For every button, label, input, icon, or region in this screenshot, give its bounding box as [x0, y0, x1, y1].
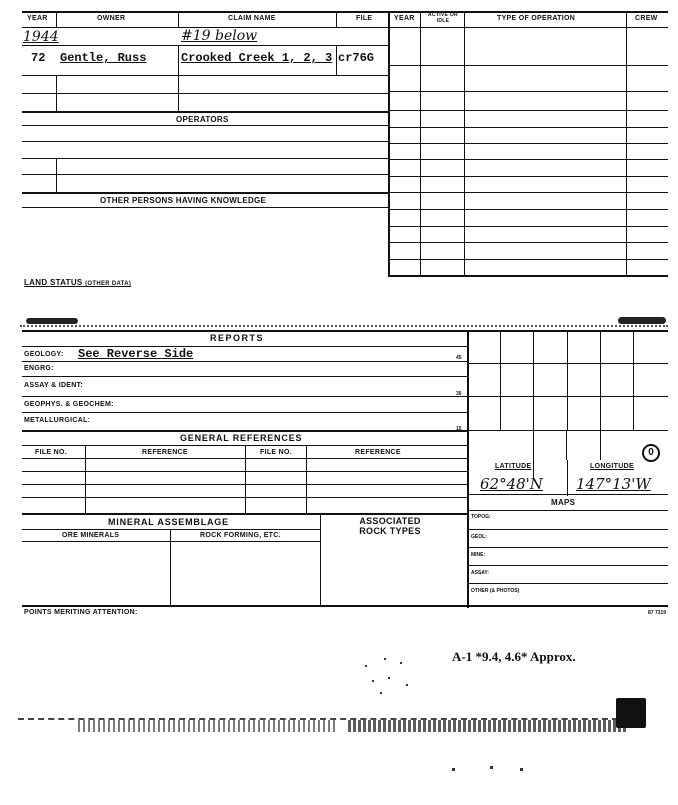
associated-rock-types: ASSOCIATED ROCK TYPES [359, 516, 421, 536]
general-references-title: GENERAL REFERENCES [180, 433, 303, 443]
circled-mark [642, 444, 660, 462]
maps-label: MAPS [551, 498, 576, 507]
latitude-label: LATITUDE [495, 463, 532, 470]
header-active-or-idle: ACTIVE OR IDLE [428, 12, 458, 24]
report-geology-num: 45 [456, 355, 462, 361]
map-geol: GEOL: [471, 534, 487, 540]
header-type-of-operation: TYPE OF OPERATION [497, 15, 576, 22]
map-mine: MINE: [471, 552, 486, 558]
report-geophys-label: GEOPHYS. & GEOCHEM: [24, 401, 114, 408]
map-other-photos: OTHER (& PHOTOS) [471, 588, 520, 594]
entry-file: cr76G [338, 51, 375, 65]
scan-dots [362, 650, 432, 700]
other-persons-label: OTHER PERSONS HAVING KNOWLEDGE [100, 196, 267, 205]
report-geology-label: GEOLOGY: [24, 351, 64, 358]
mineral-assemblage-title: MINERAL ASSEMBLAGE [108, 517, 229, 527]
form-number: 87 7319 [648, 610, 667, 616]
header-file: FILE [356, 15, 373, 22]
report-metallurgical-num: 15 [456, 426, 462, 432]
report-assay-label: ASSAY & IDENT: [24, 382, 84, 389]
reports-title: REPORTS [210, 333, 265, 343]
entry-owner: Gentle, Russ [60, 51, 147, 65]
scan-band-bottom [18, 696, 668, 756]
longitude-value: 147°13'W [576, 475, 651, 493]
header-year-right: YEAR [394, 15, 415, 22]
scan-dots-bottom [450, 764, 570, 774]
map-topog: TOPOG: [471, 514, 491, 520]
col-rock-forming: ROCK FORMING, ETC. [200, 532, 281, 539]
header-year: YEAR [27, 15, 48, 22]
top-form [0, 0, 678, 300]
col-ore-minerals: ORE MINERALS [62, 532, 120, 539]
location-grid [467, 330, 668, 430]
footer-note: A-1 *9.4, 4.6* Approx. [452, 649, 576, 664]
circled-mark-text: 0 [648, 447, 654, 458]
operators-label: OPERATORS [176, 115, 229, 124]
col-file-no: FILE NO. [35, 449, 67, 456]
land-status-sub: (OTHER DATA) [85, 281, 132, 287]
report-geology-value: See Reverse Side [78, 347, 194, 361]
report-engrg-label: ENGRG: [24, 365, 54, 372]
handwritten-year: 1944 [23, 29, 59, 45]
report-metallurgical-label: METALLURGICAL: [24, 417, 91, 424]
map-assay: ASSAY: [471, 570, 490, 576]
latitude-value: 62°48'N [480, 475, 543, 493]
col-reference-2: REFERENCE [355, 449, 401, 456]
col-reference: REFERENCE [142, 449, 188, 456]
longitude-label: LONGITUDE [590, 463, 634, 470]
header-claim-name: CLAIM NAME [228, 15, 276, 22]
land-status-text: LAND STATUS [24, 278, 83, 287]
col-file-no-2: FILE NO. [260, 449, 292, 456]
entry-claim-name: Crooked Creek 1, 2, 3 [181, 51, 333, 65]
header-owner: OWNER [97, 15, 126, 22]
report-assay-num: 30 [456, 391, 462, 397]
reports-section [0, 326, 678, 616]
entry-year: 72 [31, 51, 46, 65]
land-status-label [24, 278, 131, 287]
points-meriting-attention: POINTS MERITING ATTENTION: [24, 609, 138, 616]
handwritten-claim: #19 below [181, 28, 258, 44]
scan-band-top [20, 316, 668, 326]
header-crew: CREW [635, 15, 658, 22]
